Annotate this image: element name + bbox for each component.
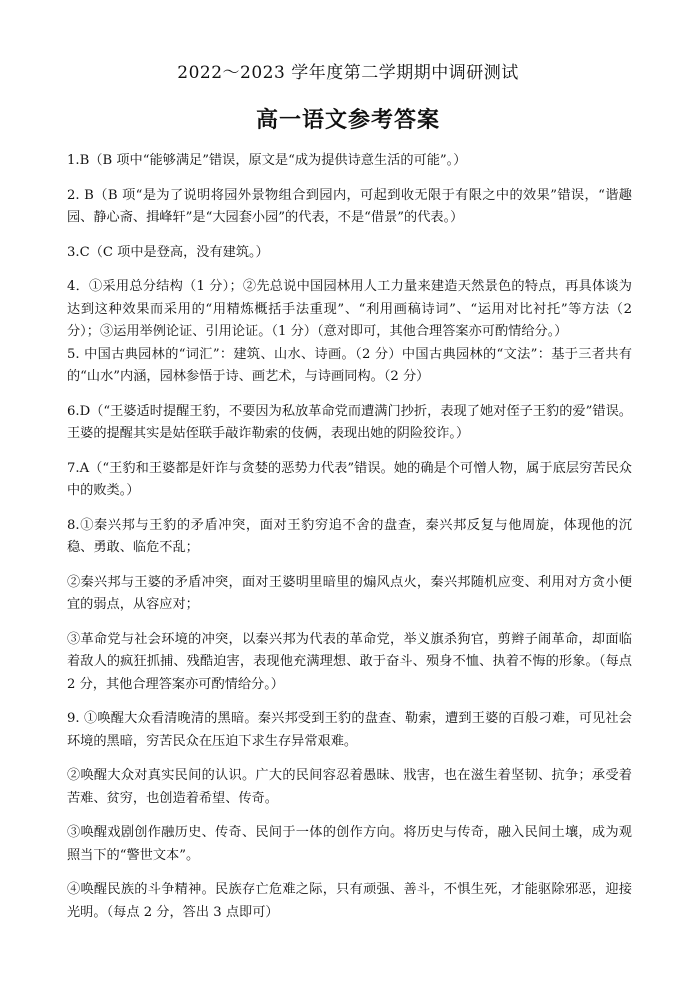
answer-4: 4．①采用总分结构（1 分）；②先总说中国园林用人工力量来建造天然景色的特点，再具体谈为达到这种效果而采用的“用精炼概括手法重现”、“利用画稿诗词”、“运用对比衬托”等方法（2 分）；③运用举例论证、引用论证。（1 分）（意对即可，其他合理答案亦可酌情给分。） [67, 279, 632, 339]
answer-6: 6.D（“王婆适时提醒王豹，不要因为私放革命党而遭满门抄折，表现了她对侄子王豹的爱”错误。王婆的提醒其实是姑侄联手敲诈勒索的伎俩，表现出她的阴险狡诈。） [67, 403, 632, 441]
answer-2: 2. B（B 项“是为了说明将园外景物组合到园内，可起到收无限于有限之中的效果”错误，“谐趣园、静心斋、揖峰轩”是“大园套小园”的代表，不是“借景”的代表。） [67, 187, 632, 225]
answer-list [67, 150, 632, 924]
answer-3: 3.C（C 项中是登高，没有建筑。） [67, 244, 269, 260]
answer-9-point-4: ④唤醒民族的斗争精神。民族存亡危难之际，只有顽强、善斗，不惧生死，才能驱除邪恶，迎接光明。（每点 2 分，答出 3 点即可） [67, 882, 632, 920]
answer-key-title: 高一语文参考答案 [255, 107, 440, 133]
answer-7: 7.A（“王豹和王婆都是奸诈与贪婪的恶势力代表”错误。她的确是个可憎人物，属于底层穷苦民众中的败类。） [67, 460, 632, 498]
answer-9-point-3: ③唤醒戏剧创作融历史、传奇、民间于一体的创作方向。将历史与传奇，融入民间土壤，成为观照当下的“警世文本”。 [67, 825, 632, 863]
answer-8-point-1: 8.①秦兴邦与王豹的矛盾冲突，面对王豹穷追不舍的盘查，秦兴邦反复与他周旋，体现他的沉稳、勇敢、临危不乱； [67, 517, 632, 555]
exam-title: 2022～2023 学年度第二学期期中调研测试 [177, 63, 519, 83]
answer-5: 5. 中国古典园林的“词汇”：建筑、山水、诗画。（2 分）中国古典园林的“文法”：基于三者共有的“山水”内涵，园林参悟于诗、画艺术，与诗画同构。（2 分） [67, 346, 632, 384]
answer-8-point-2: ②秦兴邦与王婆的矛盾冲突，面对王婆明里暗里的煽风点火，秦兴邦随机应变、利用对方贪小便宜的弱点，从容应对； [67, 574, 632, 612]
answer-9-point-2: ②唤醒大众对真实民间的认识。广大的民间容忍着愚昧、戕害，也在滋生着坚韧、抗争；承受着苦难、贫穷，也创造着希望、传奇。 [67, 768, 632, 806]
answer-9-point-1: 9. ①唤醒大众看清晚清的黑暗。秦兴邦受到王豹的盘查、勒索，遭到王婆的百般刁难，可见社会环境的黑暗，穷苦民众在压迫下求生存异常艰难。 [67, 711, 632, 749]
answer-1: 1.B（B 项中“能够满足”错误，原文是“成为提供诗意生活的可能”。） [67, 153, 467, 168]
answer-8-point-3: ③革命党与社会环境的冲突，以秦兴邦为代表的革命党，举义旗杀狗官，剪辫子闹革命，却面临着敌人的疯狂抓捕、残酷迫害，表现他充满理想、敢于奋斗、殒身不恤、执着不悔的形象。（每点 2 分，其他合理答案亦可酌情给分。） [67, 631, 632, 692]
